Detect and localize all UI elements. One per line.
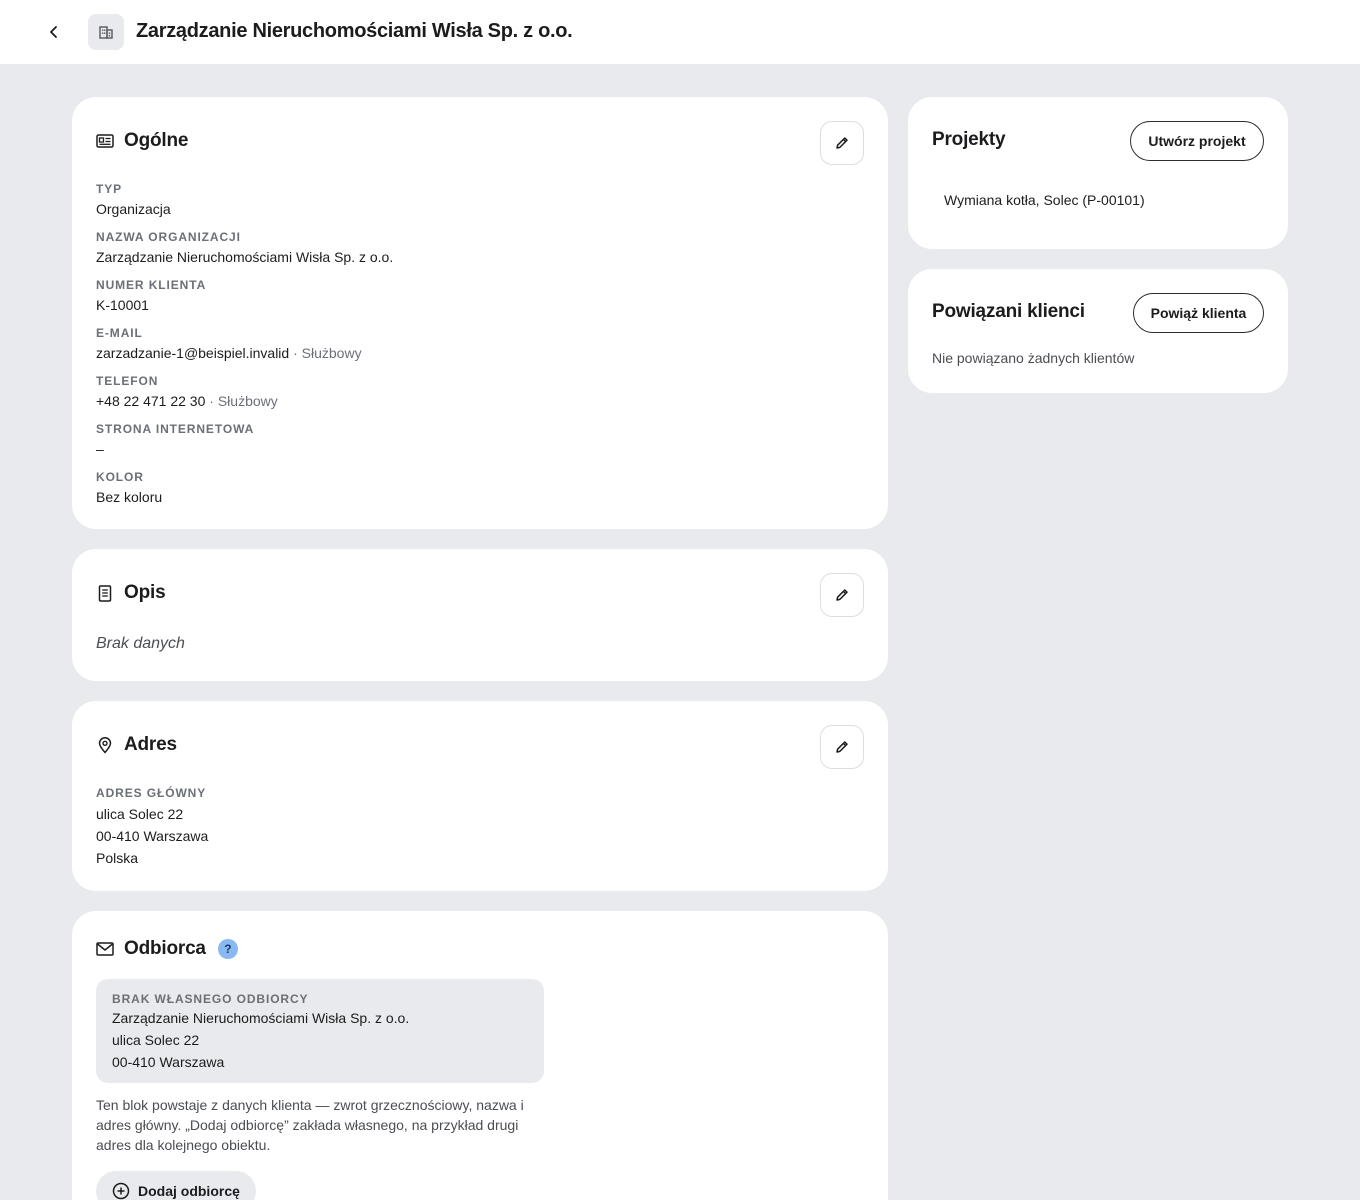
link-client-button[interactable]: Powiąż klienta	[1133, 293, 1264, 333]
email-type: · Służbowy	[289, 345, 362, 361]
related-clients-title: Powiązani klienci	[932, 301, 1085, 322]
edit-address-button[interactable]	[820, 725, 864, 769]
field-value: Organizacja	[96, 201, 171, 217]
general-card-title	[96, 130, 188, 152]
field-label: NUMER KLIENTA	[96, 278, 207, 292]
help-icon[interactable]: ?	[218, 939, 238, 959]
field-label: E-MAIL	[96, 326, 143, 340]
top-bar	[0, 0, 1360, 64]
location-pin-icon	[96, 736, 114, 754]
document-icon	[96, 584, 114, 602]
recipient-card-title	[96, 938, 238, 960]
field-value: –	[96, 441, 104, 457]
general-card	[72, 97, 888, 529]
description-title-text: Opis	[124, 582, 166, 603]
building-icon	[98, 24, 114, 40]
field-color	[96, 469, 162, 507]
field-value	[96, 391, 278, 411]
id-card-icon	[96, 132, 114, 150]
related-clients-empty: Nie powiązano żadnych klientów	[932, 350, 1135, 366]
field-main-address	[96, 785, 208, 869]
recipient-line: 00-410 Warszawa	[112, 1054, 225, 1070]
default-recipient-box	[96, 979, 544, 1083]
field-phone	[96, 373, 278, 411]
field-type	[96, 181, 171, 219]
address-title-text: Adres	[124, 734, 177, 755]
field-value: Bez koloru	[96, 489, 163, 505]
related-clients-card	[908, 269, 1288, 393]
email-link[interactable]: zarzadzanie-1@beispiel.invalid	[96, 345, 290, 361]
projects-card	[908, 97, 1288, 249]
pencil-icon	[834, 587, 850, 603]
field-label: ADRES GŁÓWNY	[96, 786, 207, 800]
project-list-item[interactable]: Wymiana kotła, Solec (P-00101)	[944, 192, 1145, 208]
page-title: Zarządzanie Nieruchomościami Wisła Sp. z o.o.	[136, 20, 573, 42]
field-client-number	[96, 277, 206, 315]
pencil-icon	[834, 739, 850, 755]
field-value	[96, 343, 362, 363]
field-label: KOLOR	[96, 470, 144, 484]
description-card	[72, 549, 888, 681]
pencil-icon	[834, 135, 850, 151]
address-card	[72, 701, 888, 891]
projects-title: Projekty	[932, 129, 1006, 150]
description-card-title	[96, 582, 165, 604]
organization-avatar	[88, 14, 124, 50]
address-line: ulica Solec 22	[96, 806, 184, 822]
recipient-title-text: Odbiorca	[124, 938, 206, 959]
field-label: NAZWA ORGANIZACJI	[96, 230, 241, 244]
address-line: 00-410 Warszawa	[96, 828, 209, 844]
field-label: TYP	[96, 182, 123, 196]
phone-type: · Służbowy	[205, 393, 278, 409]
chevron-left-icon	[48, 25, 60, 39]
recipient-line: ulica Solec 22	[112, 1032, 200, 1048]
field-value: K-10001	[96, 297, 149, 313]
field-label: STRONA INTERNETOWA	[96, 422, 255, 436]
recipient-box-label: BRAK WŁASNEGO ODBIORCY	[112, 992, 309, 1006]
field-organization-name	[96, 229, 393, 267]
recipient-card	[72, 911, 888, 1200]
field-website	[96, 421, 254, 459]
back-button[interactable]	[40, 18, 68, 46]
phone-link[interactable]: +48 22 471 22 30	[96, 393, 206, 409]
address-card-title	[96, 734, 177, 756]
add-recipient-button[interactable]	[96, 1171, 256, 1200]
field-email	[96, 325, 362, 363]
create-project-button[interactable]: Utwórz projekt	[1130, 121, 1264, 161]
field-value: Zarządzanie Nieruchomościami Wisła Sp. z o.o.	[96, 249, 394, 265]
plus-circle-icon	[112, 1182, 130, 1200]
field-label: TELEFON	[96, 374, 159, 388]
general-title-text: Ogólne	[124, 130, 189, 151]
envelope-icon	[96, 940, 114, 958]
add-recipient-label: Dodaj odbiorcę	[138, 1183, 240, 1199]
recipient-helper-text: Ten blok powstaje z danych klienta — zwrot grzecznościowy, nazwa i adres główny. „Dodaj odbiorcę” zakłada własnego, na przykład drugi adres dla kolejnego obiektu.	[96, 1097, 524, 1153]
description-empty: Brak danych	[96, 635, 185, 652]
edit-description-button[interactable]	[820, 573, 864, 617]
edit-general-button[interactable]	[820, 121, 864, 165]
recipient-line: Zarządzanie Nieruchomościami Wisła Sp. z o.o.	[112, 1010, 410, 1026]
address-line: Polska	[96, 850, 139, 866]
